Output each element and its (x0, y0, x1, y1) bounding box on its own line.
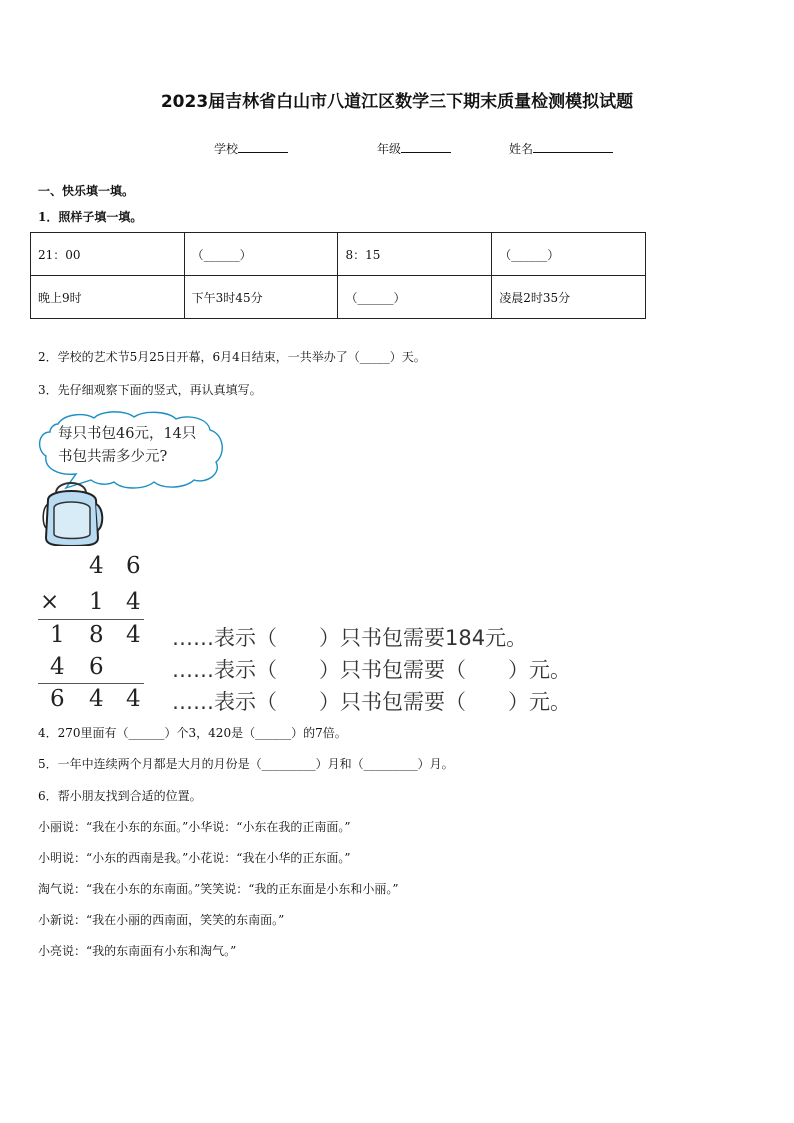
multiplier-digit: 1 (89, 589, 104, 615)
result-digit: 6 (50, 686, 65, 712)
partial-product-digit: 1 (50, 622, 65, 648)
grade-label: 年级 (377, 142, 402, 156)
q6-statement: 淘气说：“我在小东的东南面。”笑笑说：“我的正东面是小东和小丽。” (38, 882, 399, 896)
table-cell: 晚上9时 (31, 276, 185, 319)
table-cell[interactable]: （______） (184, 233, 338, 276)
table-cell: 21：00 (31, 233, 185, 276)
name-field (509, 140, 613, 157)
table-cell[interactable]: （______） (338, 276, 492, 319)
table-row (31, 276, 646, 319)
q6-statement: 小明说：“小东的西南是我。”小花说：“我在小华的正东面。” (38, 851, 351, 865)
result-digit: 4 (126, 686, 141, 712)
multiplicand-digit: 4 (89, 553, 104, 579)
school-blank[interactable] (238, 141, 288, 153)
q6-statement: 小新说：“我在小丽的西南面，笑笑的东南面。” (38, 913, 285, 927)
partial-product-digit: 6 (89, 654, 104, 680)
q5-text: 5．一年中连续两个月都是大月的月份是（_________）月和（_________）月。 (38, 757, 454, 771)
explanation-line-3: ……表示（ ）只书包需要（ ）元。 (172, 690, 571, 714)
times-sign: × (40, 589, 60, 615)
grade-field (377, 140, 451, 157)
q2-text: 2．学校的艺术节5月25日开幕，6月4日结束，一共举办了（_____）天。 (38, 350, 426, 364)
school-field (214, 140, 288, 157)
grade-blank[interactable] (401, 141, 451, 153)
multiplicand-digit: 6 (126, 553, 141, 579)
table-cell: 下午3时45分 (184, 276, 338, 319)
q1-prompt: 1．照样子填一填。 (38, 210, 143, 224)
table-cell: 凌晨2时35分 (492, 276, 646, 319)
table-cell[interactable]: （______） (492, 233, 646, 276)
page-title: 2023届吉林省白山市八道江区数学三下期末质量检测模拟试题 (160, 92, 634, 112)
time-table (30, 232, 646, 319)
q3-prompt: 3．先仔细观察下面的竖式，再认真填写。 (38, 383, 262, 397)
school-label: 学校 (214, 142, 239, 156)
partial-product-digit: 8 (89, 622, 104, 648)
name-blank[interactable] (533, 141, 613, 153)
q6-prompt: 6．帮小朋友找到合适的位置。 (38, 789, 202, 803)
partial-product-digit: 4 (50, 654, 65, 680)
divider-line (38, 683, 144, 684)
q6-statement: 小亮说：“我的东南面有小东和淘气。” (38, 944, 237, 958)
divider-line (38, 619, 144, 620)
partial-product-digit: 4 (126, 622, 141, 648)
bubble-line-2: 书包共需多少元? (58, 449, 168, 465)
backpack-icon (40, 478, 106, 546)
multiplier-digit: 4 (126, 589, 141, 615)
table-row (31, 233, 646, 276)
explanation-line-2: ……表示（ ）只书包需要（ ）元。 (172, 658, 571, 682)
name-label: 姓名 (509, 142, 534, 156)
result-digit: 4 (89, 686, 104, 712)
bubble-line-1: 每只书包46元，14只 (58, 426, 197, 442)
explanation-line-1: ……表示（ ）只书包需要184元。 (172, 626, 528, 650)
section-heading: 一、快乐填一填。 (38, 184, 135, 198)
table-cell: 8：15 (338, 233, 492, 276)
q6-statement: 小丽说：“我在小东的东面。”小华说：“小东在我的正南面。” (38, 820, 351, 834)
q4-text: 4．270里面有（______）个3，420是（______）的7倍。 (38, 726, 347, 740)
